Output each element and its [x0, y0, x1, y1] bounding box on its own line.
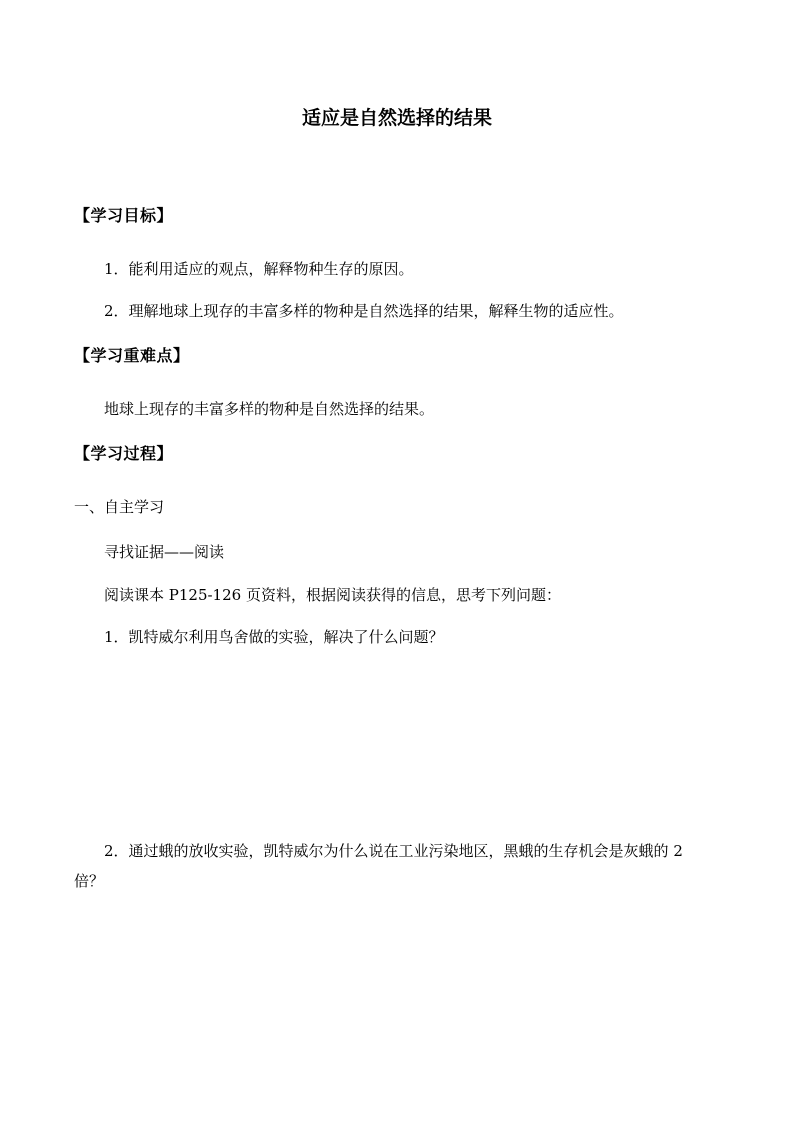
part-one-heading: 一、自主学习	[74, 498, 165, 516]
evidence-subheading: 寻找证据——阅读	[104, 543, 225, 561]
reading-instruction: 阅读课本 P125-126 页资料，根据阅读获得的信息，思考下列问题：	[104, 586, 561, 604]
document-title: 适应是自然选择的结果	[301, 107, 492, 129]
key-points-heading: 【学习重难点】	[74, 346, 190, 365]
question-2-line-1: 2．通过蛾的放收实验，凯特威尔为什么说在工业污染地区，黑蛾的生存机会是灰蛾的 2	[104, 842, 683, 860]
learning-process-heading: 【学习过程】	[74, 444, 174, 463]
goal-item-1: 1．能利用适应的观点，解释物种生存的原因。	[104, 260, 414, 278]
key-points-text: 地球上现存的丰富多样的物种是自然选择的结果。	[104, 400, 435, 418]
question-1: 1．凯特威尔利用鸟舍做的实验，解决了什么问题？	[104, 628, 444, 646]
goal-item-2: 2．理解地球上现存的丰富多样的物种是自然选择的结果，解释生物的适应性。	[104, 302, 624, 320]
learning-goals-heading: 【学习目标】	[74, 206, 174, 225]
question-2-line-2: 倍？	[74, 872, 105, 890]
